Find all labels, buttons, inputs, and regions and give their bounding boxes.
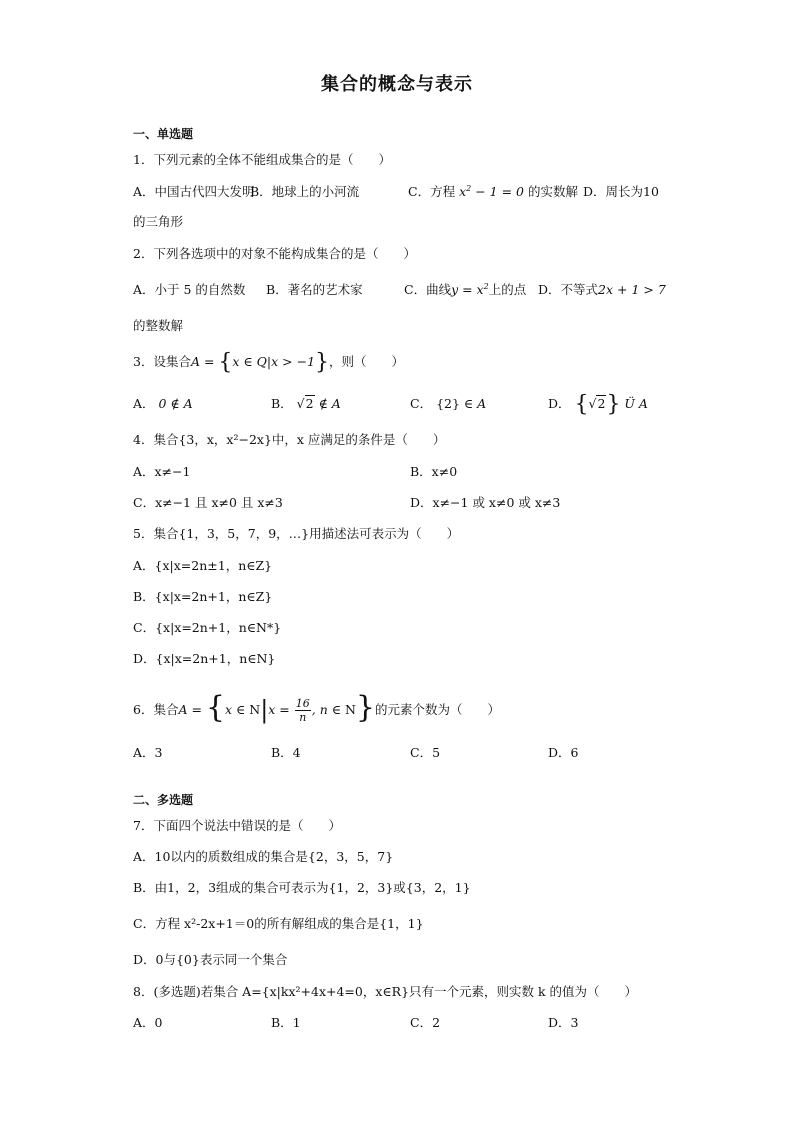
question-2-option-a: A．小于 5 的自然数 — [133, 282, 246, 297]
question-2-option-d — [538, 282, 666, 298]
question-2-curve: $y = x^2$ — [451, 282, 489, 297]
question-6-stem — [133, 690, 501, 725]
question-2-option-d-cont: 的整数解 — [133, 318, 184, 333]
question-2-inequality: 2x + 1 > 7 — [598, 282, 666, 297]
question-6-stem-prefix: 6．集合 — [133, 702, 179, 717]
question-5-option-b: B．{x|x=2n+1，n∈Z} — [133, 589, 273, 604]
question-6-set: A = {x ∈ N|x = $\frac{16}{n}$ , n ∈ N} — [178, 690, 375, 725]
question-3-option-b — [271, 396, 341, 412]
question-1-option-b: B．地球上的小河流 — [250, 184, 360, 199]
section-heading-multi: 二、多选题 — [133, 793, 194, 807]
question-3-option-d — [548, 392, 648, 417]
question-1-option-c — [408, 184, 578, 200]
question-3-set: A = {x ∈ Q|x > −1} — [190, 350, 330, 375]
question-3-stem-suffix: ，则（ ） — [329, 354, 405, 369]
question-3-option-a-expr: 0 ∉ A — [154, 396, 193, 411]
question-8-stem: 8．(多选题)若集合 A={x|kx²+4x+4=0，x∈R}只有一个元素，则实数 k 的值为（ ） — [133, 984, 638, 999]
question-2-option-c — [404, 282, 526, 298]
question-1-option-c-label: C．方程 — [408, 184, 456, 199]
question-1-option-d: D．周长为10 — [583, 184, 659, 199]
question-7-option-c: C．方程 x²-2x+1＝0的所有解组成的集合是{1，1} — [133, 916, 424, 931]
question-3-option-d-label: D． — [548, 396, 571, 411]
question-1-stem: 1．下列元素的全体不能组成集合的是（ ） — [133, 152, 391, 167]
question-3-option-b-label: B． — [271, 396, 293, 411]
question-6-option-d: D．6 — [548, 745, 579, 760]
question-4-stem: 4．集合{3，x，x²−2x}中，x 应满足的条件是（ ） — [133, 432, 446, 447]
question-6-stem-suffix: 的元素个数为（ ） — [375, 702, 501, 717]
question-2-stem: 2．下列各选项中的对象不能构成集合的是（ ） — [133, 246, 416, 261]
question-3-option-c — [410, 396, 486, 412]
question-8-option-a: A．0 — [133, 1015, 163, 1030]
section-heading-single: 一、单选题 — [133, 127, 194, 141]
question-5-option-c: C．{x|x=2n+1，n∈N*} — [133, 620, 282, 635]
question-1-option-c-suffix: 的实数解 — [527, 184, 578, 199]
question-3-option-d-expr: {√2} Ü A — [574, 392, 648, 417]
question-6-option-a: A．3 — [133, 745, 163, 760]
question-7-option-d: D．0与{0}表示同一个集合 — [133, 952, 288, 967]
question-1-equation: $x^2 - 1 = 0$ — [459, 184, 524, 199]
question-3-option-a-label: A． — [133, 396, 155, 411]
question-2-option-c-label: C．曲线 — [404, 282, 452, 297]
question-7-option-a: A．10以内的质数组成的集合是{2，3，5，7} — [133, 849, 394, 864]
question-8-option-c: C．2 — [410, 1015, 441, 1030]
question-4-option-b: B．x≠0 — [410, 464, 458, 479]
page-title: 集合的概念与表示 — [321, 74, 473, 95]
question-6-option-c: C．5 — [410, 745, 441, 760]
question-4-option-d: D．x≠−1 或 x≠0 或 x≠3 — [410, 495, 561, 510]
question-3-stem — [133, 350, 405, 375]
question-2-option-c-suffix: 上的点 — [488, 282, 527, 297]
question-3-option-c-label: C． — [410, 396, 433, 411]
question-3-option-b-expr: √2 ∉ A — [296, 396, 341, 411]
question-8-option-d: D．3 — [548, 1015, 579, 1030]
question-5-option-d: D．{x|x=2n+1，n∈N} — [133, 651, 276, 666]
question-7-option-b: B．由1，2，3组成的集合可表示为{1，2，3}或{3，2，1} — [133, 880, 471, 895]
question-3-stem-prefix: 3．设集合 — [133, 354, 191, 369]
question-8-option-b: B．1 — [271, 1015, 301, 1030]
question-5-stem: 5．集合{1，3，5，7，9，…}用描述法可表示为（ ） — [133, 526, 460, 541]
question-1-option-a: A．中国古代四大发明 — [133, 184, 255, 199]
question-3-option-a — [133, 396, 193, 412]
question-4-option-c: C．x≠−1 且 x≠0 且 x≠3 — [133, 495, 283, 510]
question-4-option-a: A．x≠−1 — [133, 464, 191, 479]
question-2-option-b: B．著名的艺术家 — [266, 282, 363, 297]
question-3-option-c-expr: {2} ∈ A — [436, 396, 487, 411]
question-1-option-d-cont: 的三角形 — [133, 214, 184, 229]
question-7-stem: 7．下面四个说法中错误的是（ ） — [133, 818, 341, 833]
question-6-option-b: B．4 — [271, 745, 301, 760]
question-5-option-a: A．{x|x=2n±1，n∈Z} — [133, 558, 273, 573]
question-2-option-d-label: D．不等式 — [538, 282, 599, 297]
